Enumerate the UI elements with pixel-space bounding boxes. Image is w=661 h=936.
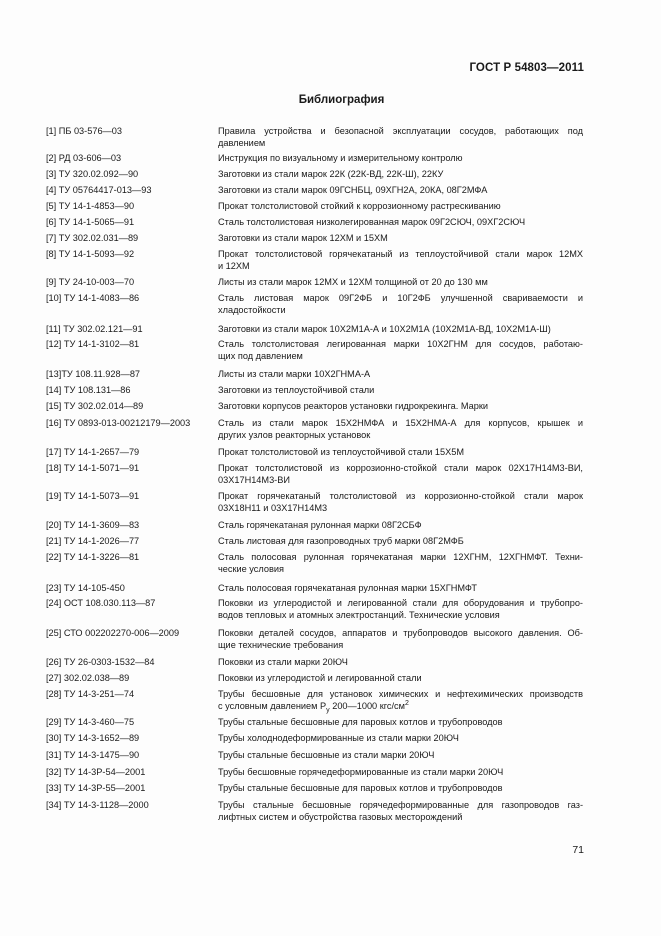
- entry-reference: [29] ТУ 14-3-460—75: [46, 717, 135, 727]
- entry-reference: [28] ТУ 14-3-251—74: [46, 689, 135, 699]
- bibliography-entry: [46, 385, 583, 397]
- bibliography-entry: [46, 169, 583, 181]
- bibliography-entry: [46, 126, 583, 149]
- entry-reference: [16] ТУ 0893-013-00212179—2003: [46, 418, 191, 428]
- bibliography-entry: [46, 689, 583, 712]
- entry-description: Заготовки из теплоустойчивой стали: [218, 385, 375, 395]
- entry-reference: [5] ТУ 14-1-4853—90: [46, 201, 135, 211]
- entry-reference: [34] ТУ 14-3-1128—2000: [46, 800, 149, 810]
- entry-description: Заготовки из стали марок 12ХМ и 15ХМ: [218, 233, 388, 243]
- entry-description: Заготовки из стали марок 10Х2М1А-А и 10Х2М1А (10Х2М1А-ВД, 10Х2М1А-Ш): [218, 324, 551, 334]
- bibliography-entry: [46, 447, 583, 459]
- entry-description: Сталь горячекатаная рулонная марки 08Г2СБФ: [218, 520, 422, 530]
- entry-description: Сталь толстолистовая легированная марки 10Х2ГНМ для сосудов, работаю- щих под давлением: [218, 339, 583, 361]
- bibliography-entry: [46, 401, 583, 413]
- entry-description: Листы из стали марки 10Х2ГНМА-А: [218, 369, 371, 379]
- entry-reference: [8] ТУ 14-1-5093—92: [46, 249, 135, 259]
- entry-description: Поковки деталей сосудов, аппаратов и трубопроводов высокого давления. Об- щие технические требования: [218, 628, 583, 650]
- entry-reference: [1] ПБ 03-576—03: [46, 126, 122, 136]
- entry-description: Трубы бесшовные для установок химических и нефтехимических производств с условным давлением $P_у$ 200—1000 кгс/$см^2$: [218, 689, 583, 714]
- entry-description: Сталь из стали марок 15Х2НМФА и 15Х2НМА-А для корпусов, крышек и других узлов реакторных установок: [218, 418, 583, 440]
- bibliography-entry: [46, 369, 583, 381]
- entry-description: Заготовки из стали марок 22К (22К-ВД, 22К-Ш), 22КУ: [218, 169, 444, 179]
- entry-description: Прокат толстолистовой стойкий к коррозионному растрескиванию: [218, 201, 501, 211]
- entry-reference: [23] ТУ 14-105-450: [46, 583, 125, 593]
- entry-description: Сталь листовая марок 09Г2ФБ и 10Г2ФБ улучшенной свариваемости и хладостойкости: [218, 293, 583, 315]
- entry-description: Трубы стальные бесшовные для паровых котлов и трубопроводов: [218, 717, 503, 727]
- entry-description: Поковки из углеродистой и легированной стали для оборудования и трубопро- водов тепловых и атомных электростанций. Технические условия: [218, 598, 583, 620]
- entry-description: Прокат горячекатаный толстолистовой из коррозионно-стойкой стали марок 03Х18Н11 и 03Х17Н14М3: [218, 491, 583, 513]
- bibliography-entry: [46, 800, 583, 823]
- bibliography-entry: [46, 767, 583, 779]
- bibliography-entry: [46, 339, 583, 362]
- bibliography-entry: [46, 552, 583, 575]
- bibliography-entry: [46, 598, 583, 621]
- entry-reference: [26] ТУ 26-0303-1532—84: [46, 657, 155, 667]
- entry-description: Трубы стальные бесшовные для паровых котлов и трубопроводов: [218, 783, 503, 793]
- entry-reference: [7] ТУ 302.02.031—89: [46, 233, 139, 243]
- entry-description: Правила устройства и безопасной эксплуатации сосудов, работающих под давлением: [218, 126, 583, 148]
- entry-reference: [30] ТУ 14-3-1652—89: [46, 733, 140, 743]
- bibliography-entry: [46, 324, 583, 336]
- entry-description: Сталь полосовая горячекатаная рулонная марки 15ХГНМФТ: [218, 583, 478, 593]
- bibliography-entry: [46, 233, 583, 245]
- entry-description: Прокат толстолистовой горячекатаный из теплоустойчивой стали марок 12МХ и 12ХМ: [218, 249, 583, 271]
- entry-reference: [6] ТУ 14-1-5065—91: [46, 217, 135, 227]
- entry-description: Заготовки из стали марок 09ГСНБЦ, 09ХГН2А, 20КА, 08Г2МФА: [218, 185, 488, 195]
- bibliography-entry: [46, 657, 583, 669]
- bibliography-entry: [46, 418, 583, 441]
- bibliography-entry: [46, 217, 583, 229]
- entry-reference: [20] ТУ 14-1-3609—83: [46, 520, 140, 530]
- bibliography-entry: [46, 249, 583, 272]
- page-title: Библиография: [298, 94, 385, 106]
- entry-reference: [15] ТУ 302.02.014—89: [46, 401, 144, 411]
- entry-description: Трубы бесшовные горячедеформированные из стали марки 20ЮЧ: [218, 767, 504, 777]
- entry-reference: [32] ТУ 14-3Р-54—2001: [46, 767, 146, 777]
- bibliography-entry: [46, 520, 583, 532]
- entry-reference: [12] ТУ 14-1-3102—81: [46, 339, 140, 349]
- entry-description: Прокат толстолистовой из теплоустойчивой стали 15Х5М: [218, 447, 465, 457]
- entry-reference: [9] ТУ 24-10-003—70: [46, 277, 135, 287]
- entry-reference: [14] ТУ 108.131—86: [46, 385, 131, 395]
- entry-reference: [3] ТУ 320.02.092—90: [46, 169, 139, 179]
- entry-reference: [31] ТУ 14-3-1475—90: [46, 750, 140, 760]
- entry-reference: [10] ТУ 14-1-4083—86: [46, 293, 140, 303]
- entry-description: Листы из стали марок 12МХ и 12ХМ толщиной от 20 до 130 мм: [218, 277, 488, 287]
- bibliography-entry: [46, 153, 583, 165]
- entry-description: Сталь полосовая рулонная горячекатаная марки 12ХГНМ, 12ХГНМФТ. Техни- ческие условия: [218, 552, 583, 574]
- entry-reference: [4] ТУ 05764417-013—93: [46, 185, 152, 195]
- bibliography-entry: [46, 673, 583, 685]
- entry-reference: [27] 302.02.038—89: [46, 673, 130, 683]
- entry-reference: [33] ТУ 14-3Р-55—2001: [46, 783, 146, 793]
- entry-reference: [2] РД 03-606—03: [46, 153, 122, 163]
- entry-reference: [19] ТУ 14-1-5073—91: [46, 491, 140, 501]
- entry-description: Трубы стальные бесшовные горячедеформированные для газопроводов газ- лифтных систем и обустройства газовых месторождений: [218, 800, 583, 822]
- bibliography-entry: [46, 277, 583, 289]
- bibliography-entry: [46, 717, 583, 729]
- entry-reference: [21] ТУ 14-1-2026—77: [46, 536, 140, 546]
- entry-reference: [17] ТУ 14-1-2657—79: [46, 447, 140, 457]
- bibliography-entry: [46, 733, 583, 745]
- standard-header: ГОСТ Р 54803—2011: [469, 62, 584, 74]
- entry-reference: [24] ОСТ 108.030.113—87: [46, 598, 156, 608]
- entry-reference: [22] ТУ 14-1-3226—81: [46, 552, 140, 562]
- entry-reference: [18] ТУ 14-1-5071—91: [46, 463, 140, 473]
- entry-description: Сталь листовая для газопроводных труб марки 08Г2МФБ: [218, 536, 464, 546]
- bibliography-entry: [46, 536, 583, 548]
- bibliography-entry: [46, 201, 583, 213]
- bibliography-entry: [46, 583, 583, 595]
- bibliography-entry: [46, 750, 583, 762]
- page-number: 71: [572, 844, 584, 856]
- entry-description: Заготовки корпусов реакторов установки гидрокрекинга. Марки: [218, 401, 488, 411]
- entry-description: Прокат толстолистовой из коррозионно-стойкой стали марок 02Х17Н14М3-ВИ, 03Х17Н14М3-ВИ: [218, 463, 583, 485]
- bibliography-entry: [46, 628, 583, 651]
- bibliography-entry: [46, 491, 583, 514]
- bibliography-entry: [46, 293, 583, 316]
- bibliography-entry: [46, 783, 583, 795]
- entry-reference: [13]ТУ 108.11.928—87: [46, 369, 141, 379]
- bibliography-entry: [46, 463, 583, 486]
- entry-reference: [11] ТУ 302.02.121—91: [46, 324, 143, 334]
- entry-description: Инструкция по визуальному и измерительному контролю: [218, 153, 463, 163]
- entry-description: Трубы холоднодеформированные из стали марки 20ЮЧ: [218, 733, 459, 743]
- bibliography-entry: [46, 185, 583, 197]
- entry-description: Трубы стальные бесшовные из стали марки 20ЮЧ: [218, 750, 435, 760]
- entry-reference: [25] СТО 002202270-006—2009: [46, 628, 180, 638]
- entry-description: Поковки из углеродистой и легированной стали: [218, 673, 422, 683]
- entry-description: Сталь толстолистовая низколегированная марок 09Г2СЮЧ, 09ХГ2СЮЧ: [218, 217, 526, 227]
- entry-description: Поковки из стали марки 20ЮЧ: [218, 657, 348, 667]
